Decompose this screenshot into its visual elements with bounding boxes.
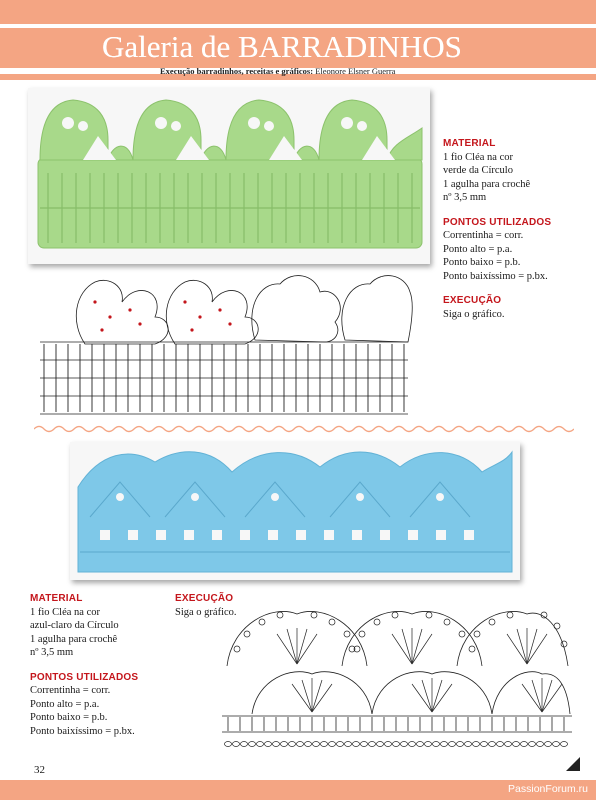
- pattern2-material-heading: MATERIAL: [30, 593, 83, 604]
- section-divider: [34, 424, 574, 434]
- pattern2-stitch-line: Ponto alto = p.a.: [30, 698, 100, 710]
- pattern1-execution-text: Siga o gráfico.: [443, 308, 505, 320]
- pattern2-execution-text: Siga o gráfico.: [175, 606, 237, 618]
- watermark-text: PassionForum.ru: [508, 783, 588, 795]
- pattern1-chart: [30, 262, 415, 422]
- pattern2-material-line: azul-claro da Círculo: [30, 620, 119, 631]
- pattern1-stitch-line: Ponto baixo = p.b.: [443, 257, 521, 268]
- pattern1-material-line: 1 fio Cléa na cor: [443, 151, 513, 163]
- page-title: Galeria de BARRADINHOS: [102, 29, 462, 64]
- blue-edging-image: [70, 442, 520, 580]
- pattern1-material-line: 1 agulha para crochê: [443, 178, 531, 190]
- pattern2-execution-heading: EXECUÇÃO: [175, 593, 234, 604]
- pattern1-stitch-line: Ponto baixíssimo = p.bx.: [443, 270, 548, 282]
- pattern2-info: [30, 592, 165, 738]
- pattern2-material-line: 1 agulha para crochê: [30, 633, 118, 645]
- pattern1-execution-heading: EXECUÇÃO: [443, 295, 502, 306]
- page-subtitle: [160, 66, 395, 76]
- page-turn-icon: [566, 757, 580, 771]
- pattern2-stitches-heading: PONTOS UTILIZADOS: [30, 671, 139, 683]
- pattern1-stitch-line: Correntinha = corr.: [443, 230, 524, 241]
- pattern2-stitch-line: Ponto baixo = p.b.: [30, 712, 108, 723]
- pattern2-stitch-line: Correntinha = corr.: [30, 685, 111, 696]
- pattern2-material-line: 1 fio Cléa na cor: [30, 606, 100, 618]
- green-edging-image: [28, 88, 430, 264]
- pattern1-stitch-line: Ponto alto = p.a.: [443, 243, 513, 255]
- pattern2-material-line: nº 3,5 mm: [30, 647, 74, 658]
- subtitle-author: Eleonore Elsner Guerra: [313, 66, 396, 76]
- pattern1-material-line: nº 3,5 mm: [443, 192, 487, 203]
- page-number: 32: [34, 764, 45, 776]
- pattern1-material-heading: MATERIAL: [443, 138, 496, 149]
- pattern2-chart: [222, 604, 574, 754]
- pattern1-material-line: verde da Círculo: [443, 165, 513, 176]
- pattern1-info: [443, 137, 588, 321]
- blue-edging-photo: [70, 442, 520, 580]
- pattern1-stitches-heading: PONTOS UTILIZADOS: [443, 216, 552, 228]
- green-edging-photo: [28, 88, 430, 264]
- watermark-bar: [0, 780, 596, 800]
- subtitle-label: Execução barradinhos, receitas e gráficos:: [160, 66, 314, 76]
- pattern2-stitch-line: Ponto baixíssimo = p.bx.: [30, 725, 135, 737]
